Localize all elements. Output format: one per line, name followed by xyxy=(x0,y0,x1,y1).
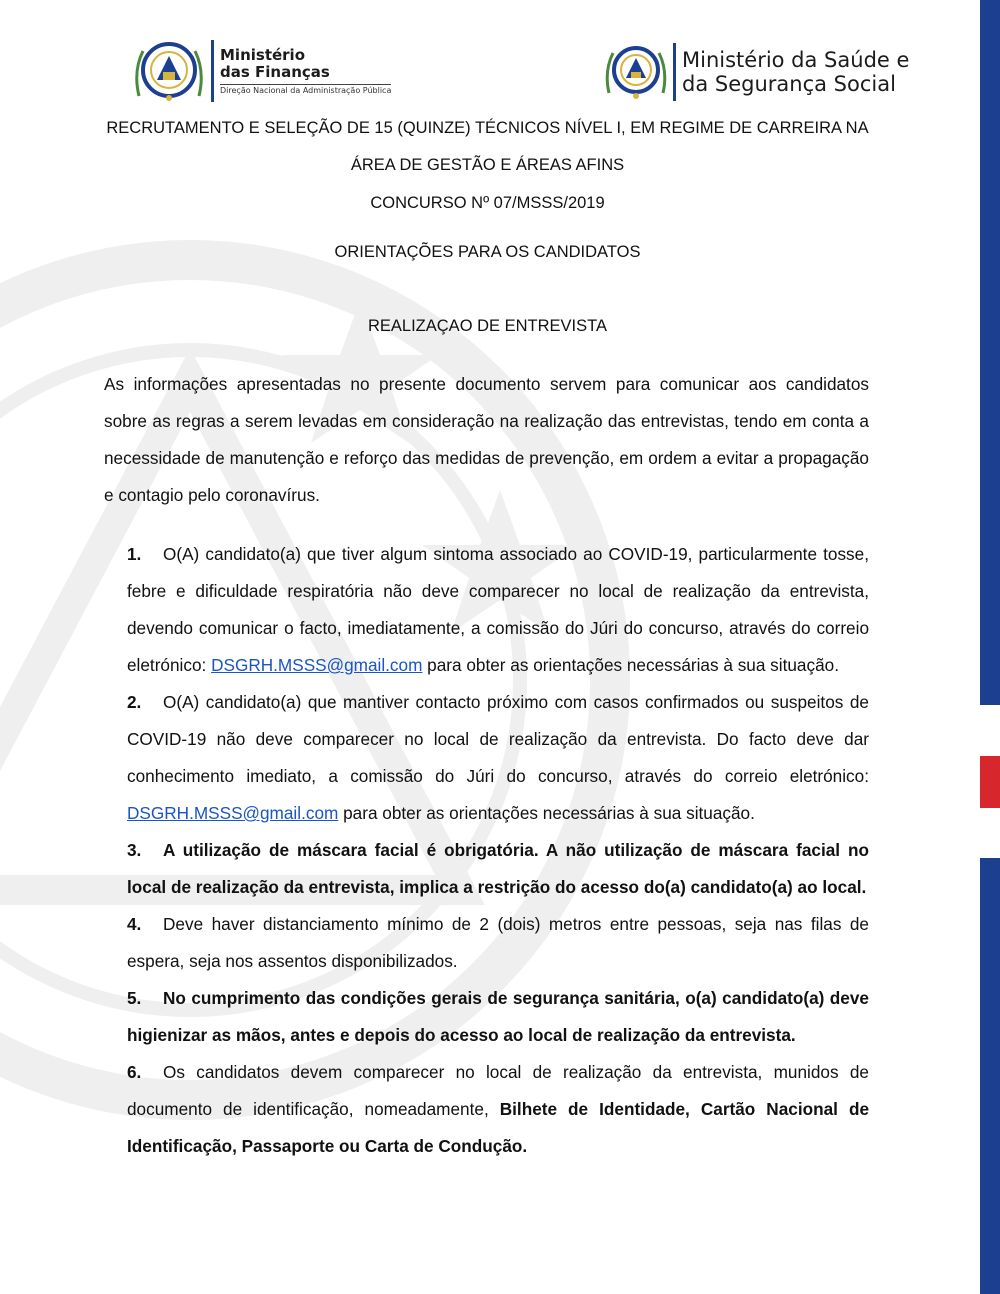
item-text: No cumprimento das condições gerais de segurança sanitária, o(a) candidato(a) deve higienizar as mãos, antes e depois do acesso ao local de realização da entrevista. xyxy=(127,988,869,1045)
list-item xyxy=(127,684,869,832)
logo-ministerio-financas xyxy=(133,36,391,106)
logo-ms-line1: Ministério da Saúde e xyxy=(682,48,910,72)
item-text: O(A) candidato(a) que tiver algum sintoma associado ao COVID-19, particularmente tosse, febre e dificuldade respiratória não deve comparecer no local de realização da entrevista, devendo comunicar o facto, imediatamente, a comissão do Júri do concurso, através do correio eletrónico: xyxy=(127,544,869,675)
item-text: para obter as orientações necessárias à sua situação. xyxy=(422,655,839,675)
logo-ms-line2: da Segurança Social xyxy=(682,72,896,96)
guidelines-list xyxy=(127,536,869,1165)
item-number: 1. xyxy=(127,544,142,564)
list-item xyxy=(127,536,869,684)
flag-stripe-red xyxy=(980,756,1000,808)
contest-number: CONCURSO Nº 07/MSSS/2019 xyxy=(370,194,605,212)
coat-of-arms-icon xyxy=(133,36,205,106)
coat-of-arms-icon xyxy=(605,41,667,103)
item-text: Deve haver distanciamento mínimo de 2 (dois) metros entre pessoas, seja nas filas de espera, seja nos assentos disponibilizados. xyxy=(127,914,869,971)
email-link[interactable]: DSGRH.MSSS@gmail.com xyxy=(127,803,339,823)
orientation-heading: ORIENTAÇÕES PARA OS CANDIDATOS xyxy=(334,243,641,261)
item-text: para obter as orientações necessárias à sua situação. xyxy=(338,803,755,823)
flag-stripe-blue-bottom xyxy=(980,858,1000,1294)
list-item xyxy=(127,980,869,1054)
item-number: 2. xyxy=(127,692,142,712)
item-number: 3. xyxy=(127,840,142,860)
logo-mf-line1: Ministério xyxy=(220,46,306,64)
title-line-1: RECRUTAMENTO E SELEÇÃO DE 15 (QUINZE) TÉCNICOS NÍVEL I, EM REGIME DE CARREIRA NA xyxy=(106,119,869,137)
item-text: A utilização de máscara facial é obrigatória. A não utilização de máscara facial no local de realização da entrevista, implica a restrição do acesso do(a) candidato(a) ao local. xyxy=(127,840,869,897)
logo-divider xyxy=(211,40,214,102)
item-number: 5. xyxy=(127,988,142,1008)
item-text-bold: Bilhete de Identidade, Cartão Nacional de Identificação, Passaporte ou Carta de Condução. xyxy=(127,1099,869,1156)
list-item xyxy=(127,1054,869,1165)
section-heading: REALIZAÇAO DE ENTREVISTA xyxy=(368,317,607,335)
list-item xyxy=(127,906,869,980)
intro-paragraph: As informações apresentadas no presente documento servem para comunicar aos candidatos sobre as regras a serem levadas em consideração na realização das entrevistas, tendo em conta a necessidade de manutenção e reforço das medidas de prevenção, em ordem a evitar a propagação e contagio pelo coronavírus. xyxy=(104,374,869,505)
logo-divider xyxy=(673,43,676,101)
logo-ministerio-saude xyxy=(605,40,909,104)
email-link[interactable]: DSGRH.MSSS@gmail.com xyxy=(211,655,423,675)
list-item xyxy=(127,832,869,906)
logo-mf-line3: Direção Nacional da Administração Pública xyxy=(220,86,392,95)
item-number: 6. xyxy=(127,1062,142,1082)
item-number: 4. xyxy=(127,914,142,934)
item-text: Os candidatos devem comparecer no local de realização da entrevista, munidos de documento de identificação, nomeadamente, xyxy=(127,1062,869,1119)
title-line-2: ÁREA DE GESTÃO E ÁREAS AFINS xyxy=(350,156,625,174)
item-text: O(A) candidato(a) que mantiver contacto próximo com casos confirmados ou suspeitos de COVID-19 não deve comparecer no local de realização da entrevista. Do facto deve dar conhecimento imediato, a comissão do Júri do concurso, através do correio eletrónico: xyxy=(127,692,869,786)
flag-stripe-blue-top xyxy=(980,0,1000,705)
logo-mf-line2: das Finanças xyxy=(220,63,330,81)
